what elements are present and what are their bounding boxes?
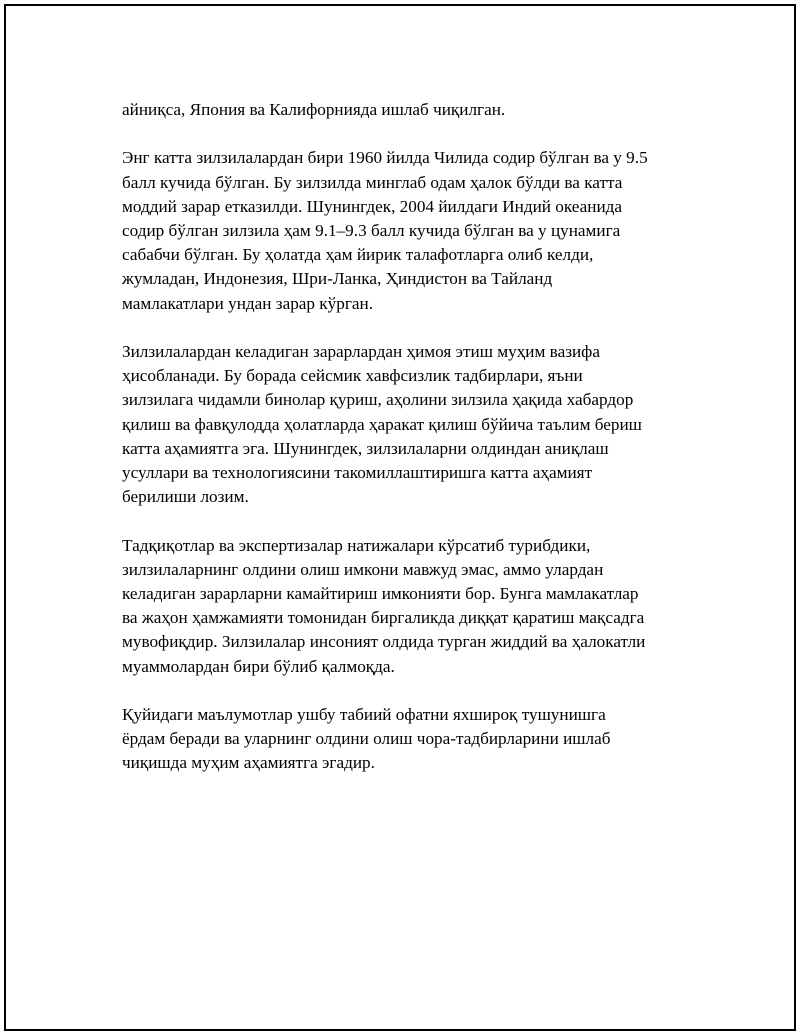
text-line: муаммолардан бири бўлиб қалмоқда.	[122, 656, 395, 676]
paragraph-5	[122, 703, 712, 776]
paragraph-1	[122, 98, 712, 122]
text-line: сабабчи бўлган. Бу ҳолатда ҳам йирик талафотларга олиб келди,	[122, 245, 594, 265]
text-line: катта аҳамиятга эга. Шунингдек, зилзилаларни олдиндан аниқлаш	[122, 438, 609, 458]
text-line: Зилзилалардан келадиган зарарлардан ҳимоя этиш муҳим вазифа	[122, 342, 600, 361]
text-line: зилзилага чидамли бинолар қуриш, аҳолини зилзила ҳақида хабардор	[122, 390, 634, 410]
text-line: мувофиқдир. Зилзилалар инсоният олдида турган жиддий ва ҳалокатли	[122, 632, 646, 652]
text-line: ёрдам беради ва уларнинг олдини олиш чора-тадбирларини ишлаб	[122, 729, 611, 749]
paragraph-4	[122, 534, 712, 679]
text-line: мамлакатлари ундан зарар кўрган.	[122, 293, 374, 313]
text-line: жумладан, Индонезия, Шри-Ланка, Ҳиндистон ва Тайланд	[122, 269, 553, 289]
text-line: усуллари ва технологиясини такомиллаштиришга катта аҳамият	[122, 463, 593, 483]
text-line: балл кучида бўлган. Бу зилзилда минглаб одам ҳалок бўлди ва катта	[122, 172, 623, 192]
text-line: содир бўлган зилзила ҳам 9.1–9.3 балл кучида бўлган ва у цунамига	[122, 221, 621, 240]
page-frame	[4, 4, 796, 1031]
paragraph-3	[122, 340, 712, 509]
text-line: ва жаҳон ҳамжамияти томонидан биргаликда диққат қаратиш мақсадга	[122, 608, 645, 628]
paragraph-2	[122, 146, 712, 315]
text-line: моддий зарар етказилди. Шунингдек, 2004 йилдаги Индий океанида	[122, 196, 623, 216]
text-line: айниқса, Япония ва Калифорнияда ишлаб чиқилган.	[122, 100, 506, 119]
text-line: Энг катта зилзилалардан бири 1960 йилда Чилида содир бўлган ва у 9.5	[122, 148, 648, 168]
text-line: берилиши лозим.	[122, 487, 249, 507]
text-line: ҳисобланади. Бу борада сейсмик хавфсизлик тадбирлари, яъни	[122, 366, 583, 386]
text-line: чиқишда муҳим аҳамиятга эгадир.	[122, 753, 375, 773]
text-line: келадиган зарарларни камайтириш имконияти бор. Бунга мамлакатлар	[122, 584, 639, 604]
text-line: Қуйидаги маълумотлар ушбу табиий офатни яхшироқ тушунишга	[122, 705, 606, 725]
text-line: зилзилаларнинг олдини олиш имкони мавжуд эмас, аммо улардан	[122, 559, 604, 579]
document-body	[122, 98, 712, 800]
text-line: қилиш ва фавқулодда ҳолатларда ҳаракат қилиш бўйича таълим бериш	[122, 414, 642, 434]
text-line: Тадқиқотлар ва экспертизалар натижалари кўрсатиб турибдики,	[122, 535, 591, 555]
